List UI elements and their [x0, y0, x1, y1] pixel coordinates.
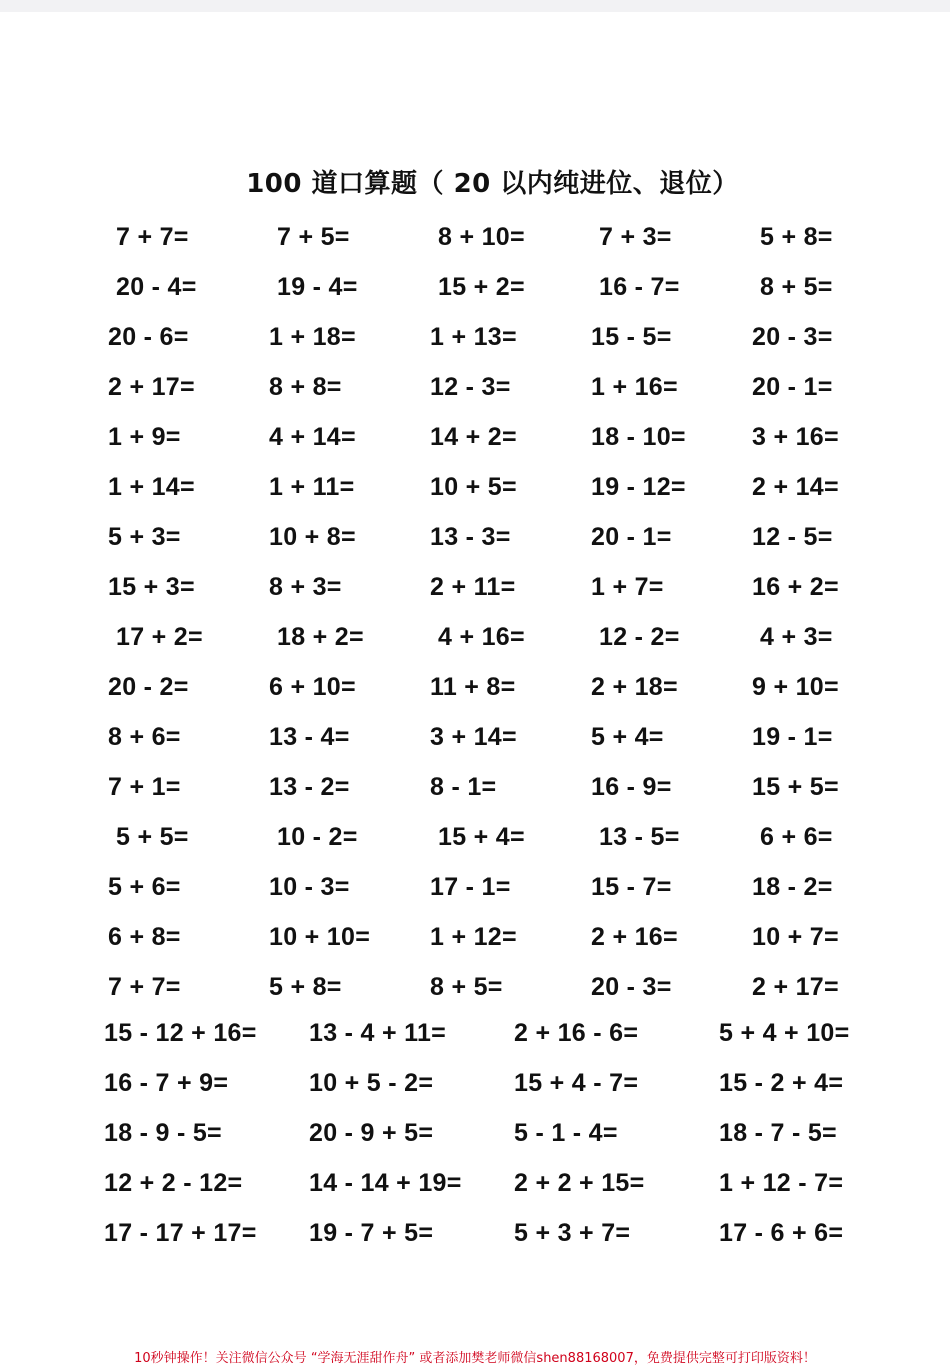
problem-row	[108, 912, 868, 962]
arithmetic-problem: 13 - 3=	[430, 522, 511, 551]
footer-notice: 10秒钟操作！关注微信公众号 “学海无涯甜作舟” 或者添加樊老师微信shen88168007，免费提供完整可打印版资料！	[134, 1351, 816, 1366]
arithmetic-problem: 3 + 16=	[752, 422, 839, 451]
arithmetic-problem: 20 - 2=	[108, 672, 189, 701]
arithmetic-problem: 7 + 7=	[108, 972, 181, 1001]
arithmetic-problem: 1 + 14=	[108, 472, 195, 501]
problem-row	[108, 862, 868, 912]
problem-row	[108, 712, 868, 762]
arithmetic-problem: 17 + 2=	[116, 622, 203, 651]
arithmetic-problem: 2 + 17=	[752, 972, 839, 1001]
arithmetic-problem: 15 - 12 + 16=	[104, 1018, 257, 1047]
arithmetic-problem: 7 + 7=	[116, 222, 189, 251]
arithmetic-problem: 15 - 2 + 4=	[719, 1068, 844, 1097]
arithmetic-problem: 14 - 14 + 19=	[309, 1168, 462, 1197]
arithmetic-problem: 3 + 14=	[430, 722, 517, 751]
arithmetic-problem: 17 - 1=	[430, 872, 511, 901]
problem-row	[104, 1208, 864, 1258]
problem-row	[104, 1058, 864, 1108]
arithmetic-problem: 5 - 1 - 4=	[514, 1118, 618, 1147]
arithmetic-problem: 2 + 2 + 15=	[514, 1168, 645, 1197]
arithmetic-problem: 16 - 7=	[599, 272, 680, 301]
arithmetic-problem: 2 + 16=	[591, 922, 678, 951]
problem-row	[108, 212, 868, 262]
arithmetic-problem: 13 - 4 + 11=	[309, 1018, 447, 1047]
arithmetic-problem: 6 + 10=	[269, 672, 356, 701]
problem-row	[108, 962, 868, 1012]
arithmetic-problem: 5 + 8=	[269, 972, 342, 1001]
arithmetic-problem: 10 + 8=	[269, 522, 356, 551]
arithmetic-problem: 2 + 14=	[752, 472, 839, 501]
arithmetic-problem: 12 - 2=	[599, 622, 680, 651]
arithmetic-problem: 10 + 5=	[430, 472, 517, 501]
arithmetic-problem: 10 + 7=	[752, 922, 839, 951]
arithmetic-problem: 10 - 2=	[277, 822, 358, 851]
arithmetic-problem: 20 - 3=	[752, 322, 833, 351]
arithmetic-problem: 4 + 14=	[269, 422, 356, 451]
arithmetic-problem: 8 + 8=	[269, 372, 342, 401]
arithmetic-problem: 10 + 10=	[269, 922, 371, 951]
problem-row	[104, 1108, 864, 1158]
arithmetic-problem: 15 + 5=	[752, 772, 839, 801]
arithmetic-problem: 19 - 12=	[591, 472, 686, 501]
arithmetic-problem: 8 + 10=	[438, 222, 525, 251]
arithmetic-problem: 18 - 2=	[752, 872, 833, 901]
arithmetic-problem: 6 + 6=	[760, 822, 833, 851]
arithmetic-problem: 2 + 16 - 6=	[514, 1018, 639, 1047]
arithmetic-problem: 8 + 6=	[108, 722, 181, 751]
arithmetic-problem: 13 - 4=	[269, 722, 350, 751]
problem-row	[104, 1158, 864, 1208]
arithmetic-problem: 1 + 11=	[269, 472, 355, 501]
arithmetic-problem: 1 + 18=	[269, 322, 356, 351]
arithmetic-problem: 1 + 12 - 7=	[719, 1168, 844, 1197]
arithmetic-problem: 13 - 5=	[599, 822, 680, 851]
arithmetic-problem: 20 - 3=	[591, 972, 672, 1001]
arithmetic-problem: 20 - 6=	[108, 322, 189, 351]
arithmetic-problem: 20 - 1=	[591, 522, 672, 551]
worksheet-title: 100 道口算题（ 20 以内纯进位、退位）	[246, 169, 739, 199]
arithmetic-problem: 9 + 10=	[752, 672, 839, 701]
arithmetic-problem: 15 - 7=	[591, 872, 672, 901]
problem-row	[108, 662, 868, 712]
arithmetic-problem: 2 + 11=	[430, 572, 516, 601]
arithmetic-problem: 5 + 6=	[108, 872, 181, 901]
arithmetic-problem: 18 - 10=	[591, 422, 686, 451]
problem-row	[108, 612, 868, 662]
arithmetic-problem: 15 + 4 - 7=	[514, 1068, 639, 1097]
arithmetic-problem: 7 + 1=	[108, 772, 181, 801]
arithmetic-problem: 7 + 3=	[599, 222, 672, 251]
arithmetic-problem: 8 + 3=	[269, 572, 342, 601]
arithmetic-problem: 1 + 9=	[108, 422, 181, 451]
arithmetic-problem: 13 - 2=	[269, 772, 350, 801]
arithmetic-problem: 16 + 2=	[752, 572, 839, 601]
arithmetic-problem: 7 + 5=	[277, 222, 350, 251]
arithmetic-problem: 4 + 3=	[760, 622, 833, 651]
arithmetic-problem: 19 - 4=	[277, 272, 358, 301]
problem-row	[108, 312, 868, 362]
arithmetic-problem: 14 + 2=	[430, 422, 517, 451]
arithmetic-problem: 5 + 3 + 7=	[514, 1218, 631, 1247]
arithmetic-problem: 5 + 8=	[760, 222, 833, 251]
problem-grid-mixed	[104, 1008, 864, 1258]
arithmetic-problem: 12 - 3=	[430, 372, 511, 401]
arithmetic-problem: 16 - 9=	[591, 772, 672, 801]
arithmetic-problem: 5 + 3=	[108, 522, 181, 551]
arithmetic-problem: 2 + 18=	[591, 672, 678, 701]
arithmetic-problem: 6 + 8=	[108, 922, 181, 951]
problem-row	[108, 512, 868, 562]
arithmetic-problem: 1 + 7=	[591, 572, 664, 601]
arithmetic-problem: 16 - 7 + 9=	[104, 1068, 229, 1097]
arithmetic-problem: 15 - 5=	[591, 322, 672, 351]
problem-row	[108, 412, 868, 462]
top-strip	[0, 0, 950, 12]
problem-row	[108, 462, 868, 512]
arithmetic-problem: 18 + 2=	[277, 622, 364, 651]
arithmetic-problem: 17 - 6 + 6=	[719, 1218, 844, 1247]
problem-row	[108, 562, 868, 612]
problem-grid-simple	[108, 212, 868, 1012]
arithmetic-problem: 5 + 4 + 10=	[719, 1018, 850, 1047]
arithmetic-problem: 20 - 9 + 5=	[309, 1118, 434, 1147]
arithmetic-problem: 17 - 17 + 17=	[104, 1218, 257, 1247]
arithmetic-problem: 15 + 3=	[108, 572, 195, 601]
arithmetic-problem: 20 - 4=	[116, 272, 197, 301]
problem-row	[108, 262, 868, 312]
arithmetic-problem: 1 + 16=	[591, 372, 678, 401]
arithmetic-problem: 15 + 2=	[438, 272, 525, 301]
arithmetic-problem: 12 + 2 - 12=	[104, 1168, 243, 1197]
arithmetic-problem: 10 + 5 - 2=	[309, 1068, 434, 1097]
problem-row	[108, 812, 868, 862]
arithmetic-problem: 5 + 5=	[116, 822, 189, 851]
arithmetic-problem: 19 - 1=	[752, 722, 833, 751]
arithmetic-problem: 8 + 5=	[430, 972, 503, 1001]
arithmetic-problem: 18 - 7 - 5=	[719, 1118, 837, 1147]
arithmetic-problem: 18 - 9 - 5=	[104, 1118, 222, 1147]
arithmetic-problem: 11 + 8=	[430, 672, 516, 701]
arithmetic-problem: 10 - 3=	[269, 872, 350, 901]
arithmetic-problem: 20 - 1=	[752, 372, 833, 401]
arithmetic-problem: 15 + 4=	[438, 822, 525, 851]
arithmetic-problem: 12 - 5=	[752, 522, 833, 551]
problem-row	[108, 362, 868, 412]
problem-row	[104, 1008, 864, 1058]
problem-row	[108, 762, 868, 812]
arithmetic-problem: 2 + 17=	[108, 372, 195, 401]
arithmetic-problem: 8 - 1=	[430, 772, 497, 801]
arithmetic-problem: 1 + 12=	[430, 922, 517, 951]
arithmetic-problem: 5 + 4=	[591, 722, 664, 751]
arithmetic-problem: 19 - 7 + 5=	[309, 1218, 434, 1247]
arithmetic-problem: 1 + 13=	[430, 322, 517, 351]
arithmetic-problem: 4 + 16=	[438, 622, 525, 651]
arithmetic-problem: 8 + 5=	[760, 272, 833, 301]
